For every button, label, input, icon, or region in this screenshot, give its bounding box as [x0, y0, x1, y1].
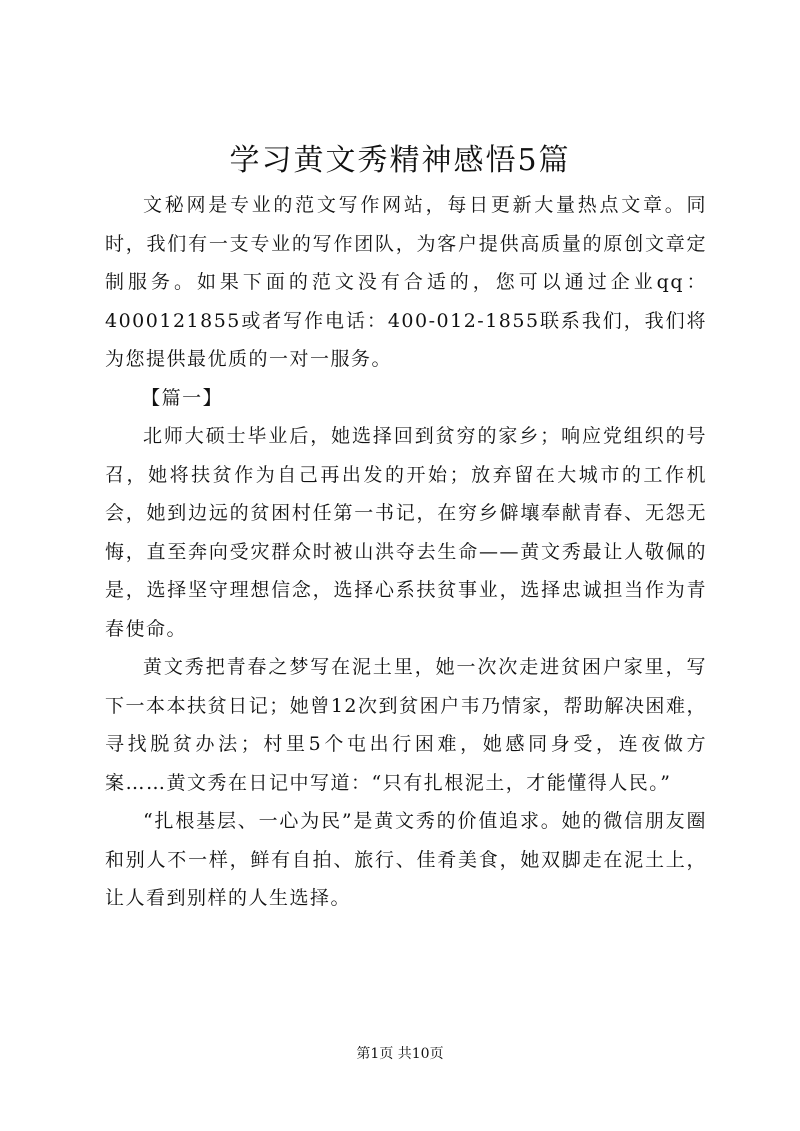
document-title: 学习黄文秀精神感悟5篇 [229, 143, 571, 178]
body-paragraph: “扎根基层、一心为民”是黄文秀的价值追求。她的微信朋友圈和别人不一样，鲜有自拍、旅行、佳肴美食，她双脚走在泥土上，让人看到别样的人生选择。 [105, 810, 707, 909]
intro-paragraph: 文秘网是专业的范文写作网站，每日更新大量热点文章。同时，我们有一支专业的写作团队，为客户提供高质量的原创文章定制服务。如果下面的范文没有合适的，您可以通过企业qq：4000121855或者写作电话：400-012-1855联系我们，我们将为您提供最优质的一对一服务。 [105, 194, 707, 370]
body-paragraph: 黄文秀把青春之梦写在泥土里，她一次次走进贫困户家里，写下一本本扶贫日记；她曾12次到贫困户韦乃情家，帮助解决困难，寻找脱贫办法；村里5个屯出行困难，她感同身受，连夜做方案……黄文秀在日记中写道：“只有扎根泥土，才能懂得人民。” [105, 656, 707, 794]
page-footer: 第1页 共10页 [356, 1046, 444, 1062]
body-paragraph: 北师大硕士毕业后，她选择回到贫穷的家乡；响应党组织的号召，她将扶贫作为自己再出发的开始；放弃留在大城市的工作机会，她到边远的贫困村任第一书记，在穷乡僻壤奉献青春、无怨无悔，直至奔向受灾群众时被山洪夺去生命——黄文秀最让人敬佩的是，选择坚守理想信念，选择心系扶贫事业，选择忠诚担当作为青春使命。 [105, 425, 707, 640]
section-heading: 【篇一】 [141, 386, 224, 409]
document-body [105, 186, 707, 918]
